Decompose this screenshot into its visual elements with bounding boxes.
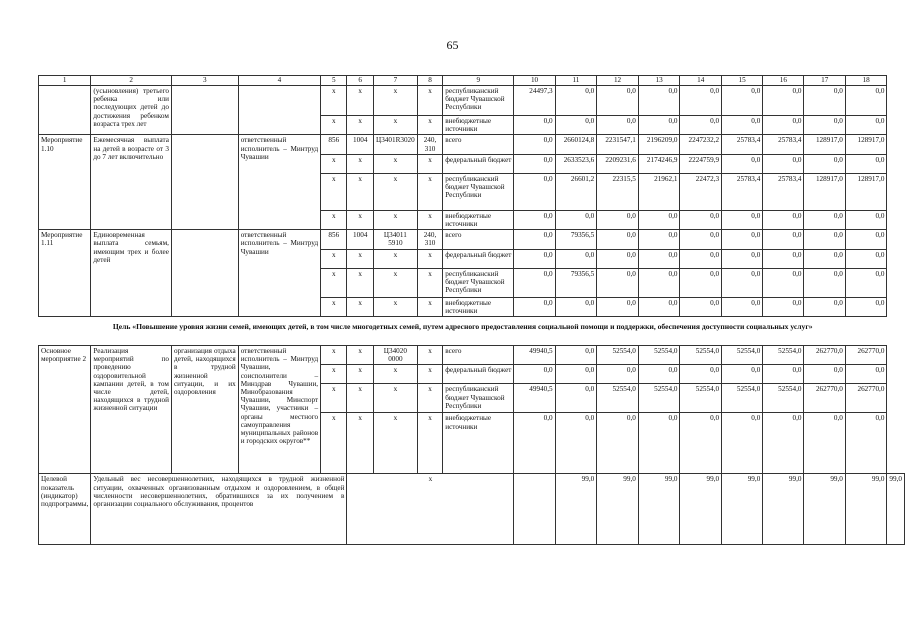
- amount-cell: 0,0: [845, 154, 887, 173]
- page-number: 65: [446, 38, 459, 52]
- amount-cell: 0,0: [763, 86, 804, 116]
- amount-cell: 2247232,2: [680, 135, 722, 154]
- indicator-value: 99,0: [638, 474, 680, 545]
- amount-cell: 262770,0: [845, 384, 887, 413]
- amount-cell: 0,0: [638, 268, 680, 297]
- amount-cell: 0,0: [763, 230, 804, 249]
- amount-cell: 0,0: [555, 346, 597, 365]
- amount-cell: 2660124,8: [555, 135, 597, 154]
- target-article-code: x: [374, 116, 418, 135]
- amount-cell: 262770,0: [804, 346, 845, 365]
- funding-source: всего: [443, 346, 514, 365]
- table-row: [39, 230, 905, 249]
- section-code: x: [347, 365, 374, 384]
- amount-cell: 0,0: [804, 365, 845, 384]
- expense-type-code: x: [417, 210, 443, 229]
- amount-cell: 0,0: [638, 116, 680, 135]
- amount-cell: 0,0: [845, 413, 887, 474]
- goal-row: [39, 317, 905, 346]
- amount-cell: 128917,0: [804, 173, 845, 210]
- target-article-code: Ц34011 5910: [374, 230, 418, 249]
- indicator-value: 99,0: [887, 474, 905, 545]
- funding-source: федеральный бюджет: [443, 365, 514, 384]
- amount-cell: 0,0: [597, 116, 639, 135]
- target-article-code: Ц3401R3020: [374, 135, 418, 154]
- amount-cell: 0,0: [514, 154, 555, 173]
- grbs-code: 856: [321, 135, 347, 154]
- funding-source: внебюджетные источники: [443, 413, 514, 474]
- grbs-code: x: [321, 249, 347, 268]
- target-article-code: x: [374, 413, 418, 474]
- amount-cell: 0,0: [555, 86, 597, 116]
- column-number: 3: [171, 76, 238, 86]
- grbs-code: x: [321, 86, 347, 116]
- amount-cell: 0,0: [555, 365, 597, 384]
- amount-cell: 0,0: [680, 268, 722, 297]
- amount-cell: 0,0: [722, 116, 763, 135]
- amount-cell: 26601,2: [555, 173, 597, 210]
- amount-cell: 24497,3: [514, 86, 555, 116]
- amount-cell: 0,0: [763, 413, 804, 474]
- amount-cell: 52554,0: [763, 384, 804, 413]
- amount-cell: 0,0: [804, 210, 845, 229]
- amount-cell: 2231547,1: [597, 135, 639, 154]
- amount-cell: 0,0: [680, 413, 722, 474]
- amount-cell: 0,0: [763, 365, 804, 384]
- expense-type-code: x: [417, 413, 443, 474]
- amount-cell: 0,0: [722, 154, 763, 173]
- amount-cell: 49940,5: [514, 384, 555, 413]
- expense-type-code: x: [417, 154, 443, 173]
- amount-cell: 0,0: [638, 249, 680, 268]
- amount-cell: 0,0: [845, 210, 887, 229]
- column-number: 9: [443, 76, 514, 86]
- amount-cell: 0,0: [680, 297, 722, 316]
- indicator-value: 99,0: [722, 474, 763, 545]
- goal-heading: Цель «Повышение уровня жизни семей, имеющих детей, в том числе многодетных семей, путем адресного предоставления социальной помощи и поддержки, обеспечения доступности социальных услуг»: [39, 317, 887, 346]
- amount-cell: 0,0: [804, 154, 845, 173]
- amount-cell: 0,0: [638, 413, 680, 474]
- responsible-cell: ответственный исполнитель – Минтруд Чувашии: [238, 230, 320, 317]
- amount-cell: 49940,5: [514, 346, 555, 365]
- expense-type-code: x: [417, 249, 443, 268]
- amount-cell: 0,0: [514, 230, 555, 249]
- amount-cell: 0,0: [514, 268, 555, 297]
- amount-cell: 0,0: [638, 86, 680, 116]
- amount-cell: 0,0: [597, 249, 639, 268]
- amount-cell: 0,0: [804, 297, 845, 316]
- section-code: x: [347, 173, 374, 210]
- funding-source: федеральный бюджет: [443, 154, 514, 173]
- partners-cell: [171, 86, 238, 135]
- amount-cell: 0,0: [555, 297, 597, 316]
- amount-cell: 0,0: [680, 210, 722, 229]
- indicator-label: Целевой показатель (индикатор) подпрограммы,: [39, 474, 91, 545]
- amount-cell: 0,0: [638, 210, 680, 229]
- amount-cell: 128917,0: [845, 173, 887, 210]
- section-code: x: [347, 154, 374, 173]
- amount-cell: 0,0: [845, 268, 887, 297]
- amount-cell: 0,0: [804, 116, 845, 135]
- amount-cell: 0,0: [763, 249, 804, 268]
- column-number: 13: [638, 76, 680, 86]
- amount-cell: 0,0: [763, 297, 804, 316]
- amount-cell: 52554,0: [680, 384, 722, 413]
- indicator-value: 99,0: [680, 474, 722, 545]
- target-article-code: x: [374, 365, 418, 384]
- amount-cell: 2209231,6: [597, 154, 639, 173]
- amount-cell: 0,0: [597, 268, 639, 297]
- amount-cell: 0,0: [722, 210, 763, 229]
- amount-cell: 262770,0: [804, 384, 845, 413]
- measure-label: Мероприятие 1.11: [39, 230, 91, 317]
- expense-type-code: x: [417, 86, 443, 116]
- target-article-code: x: [374, 86, 418, 116]
- amount-cell: 25783,4: [763, 173, 804, 210]
- indicator-row: [39, 474, 905, 545]
- amount-cell: 0,0: [680, 249, 722, 268]
- amount-cell: 0,0: [514, 173, 555, 210]
- indicator-mark: x: [347, 474, 514, 545]
- amount-cell: 0,0: [680, 116, 722, 135]
- amount-cell: 79356,5: [555, 230, 597, 249]
- amount-cell: 0,0: [597, 230, 639, 249]
- amount-cell: 52554,0: [722, 384, 763, 413]
- amount-cell: 0,0: [555, 249, 597, 268]
- funding-source: федеральный бюджет: [443, 249, 514, 268]
- amount-cell: 79356,5: [555, 268, 597, 297]
- column-number: 1: [39, 76, 91, 86]
- grbs-code: x: [321, 173, 347, 210]
- amount-cell: 0,0: [845, 230, 887, 249]
- funding-source: республиканский бюджет Чувашской Республики: [443, 384, 514, 413]
- target-article-code: x: [374, 384, 418, 413]
- partners-cell: [171, 230, 238, 317]
- funding-source: республиканский бюджет Чувашской Республики: [443, 173, 514, 210]
- amount-cell: 52554,0: [680, 346, 722, 365]
- column-number: 5: [321, 76, 347, 86]
- amount-cell: 0,0: [514, 135, 555, 154]
- amount-cell: 0,0: [555, 210, 597, 229]
- target-article-code: Ц34020 0000: [374, 346, 418, 365]
- amount-cell: 0,0: [638, 230, 680, 249]
- table-row: [39, 346, 905, 365]
- amount-cell: 52554,0: [763, 346, 804, 365]
- amount-cell: 52554,0: [638, 346, 680, 365]
- target-article-code: x: [374, 210, 418, 229]
- section-code: 1004: [347, 230, 374, 249]
- measure-name: Единовременная выплата семьям, имеющим трех и более детей: [91, 230, 172, 317]
- indicator-value: 99,0: [763, 474, 804, 545]
- amount-cell: 0,0: [722, 413, 763, 474]
- amount-cell: 0,0: [555, 413, 597, 474]
- amount-cell: 0,0: [763, 116, 804, 135]
- amount-cell: 0,0: [514, 116, 555, 135]
- amount-cell: 2633523,6: [555, 154, 597, 173]
- expense-type-code: 240, 310: [417, 135, 443, 154]
- amount-cell: 0,0: [722, 365, 763, 384]
- column-number: 12: [597, 76, 639, 86]
- grbs-code: x: [321, 268, 347, 297]
- table-row: [39, 86, 905, 116]
- amount-cell: 128917,0: [845, 135, 887, 154]
- amount-cell: 0,0: [597, 413, 639, 474]
- column-number: 16: [763, 76, 804, 86]
- amount-cell: 22472,3: [680, 173, 722, 210]
- amount-cell: 0,0: [680, 86, 722, 116]
- amount-cell: 0,0: [845, 297, 887, 316]
- grbs-code: x: [321, 210, 347, 229]
- amount-cell: 0,0: [555, 384, 597, 413]
- responsible-cell: ответственный исполнитель – Минтруд Чувашии: [238, 135, 320, 230]
- amount-cell: 22315,5: [597, 173, 639, 210]
- indicator-value: 99,0: [555, 474, 597, 545]
- amount-cell: 0,0: [638, 297, 680, 316]
- grbs-code: x: [321, 346, 347, 365]
- funding-source: внебюджетные источники: [443, 297, 514, 316]
- grbs-code: x: [321, 365, 347, 384]
- section-code: x: [347, 116, 374, 135]
- amount-cell: 0,0: [804, 230, 845, 249]
- amount-cell: 0,0: [763, 268, 804, 297]
- indicator-value: 99,0: [804, 474, 845, 545]
- amount-cell: 0,0: [763, 210, 804, 229]
- amount-cell: 52554,0: [638, 384, 680, 413]
- amount-cell: 25783,4: [722, 135, 763, 154]
- expense-type-code: x: [417, 116, 443, 135]
- amount-cell: 0,0: [722, 249, 763, 268]
- target-article-code: x: [374, 249, 418, 268]
- amount-cell: 0,0: [514, 210, 555, 229]
- grbs-code: x: [321, 116, 347, 135]
- amount-cell: 0,0: [722, 297, 763, 316]
- section-code: x: [347, 297, 374, 316]
- amount-cell: 0,0: [597, 210, 639, 229]
- amount-cell: 0,0: [804, 249, 845, 268]
- funding-source: всего: [443, 230, 514, 249]
- section-code: x: [347, 413, 374, 474]
- funding-source: внебюджетные источники: [443, 116, 514, 135]
- expense-type-code: x: [417, 173, 443, 210]
- indicator-empty: [514, 474, 555, 545]
- column-number: 14: [680, 76, 722, 86]
- grbs-code: x: [321, 154, 347, 173]
- amount-cell: 0,0: [638, 365, 680, 384]
- column-number: 17: [804, 76, 845, 86]
- grbs-code: 856: [321, 230, 347, 249]
- indicator-value: 99,0: [597, 474, 639, 545]
- amount-cell: 0,0: [722, 268, 763, 297]
- amount-cell: 52554,0: [722, 346, 763, 365]
- amount-cell: 2196209,0: [638, 135, 680, 154]
- column-number: 11: [555, 76, 597, 86]
- target-article-code: x: [374, 154, 418, 173]
- amount-cell: 0,0: [845, 249, 887, 268]
- measure-label: Основное мероприятие 2: [39, 346, 91, 474]
- amount-cell: 0,0: [555, 116, 597, 135]
- responsible-cell: [238, 86, 320, 135]
- expense-type-code: x: [417, 346, 443, 365]
- amount-cell: 0,0: [514, 249, 555, 268]
- amount-cell: 0,0: [514, 297, 555, 316]
- amount-cell: 0,0: [680, 365, 722, 384]
- measure-name: Реализация мероприятий по проведению оздоровительной кампании детей, в том числе детей, находящихся в трудной жизненной ситуации: [91, 346, 172, 474]
- grbs-code: x: [321, 384, 347, 413]
- section-code: x: [347, 86, 374, 116]
- amount-cell: 52554,0: [597, 346, 639, 365]
- target-article-code: x: [374, 173, 418, 210]
- amount-cell: 0,0: [845, 86, 887, 116]
- indicator-value: 99,0: [845, 474, 887, 545]
- amount-cell: 0,0: [597, 86, 639, 116]
- column-number: 2: [91, 76, 172, 86]
- grbs-code: x: [321, 413, 347, 474]
- column-number: 4: [238, 76, 320, 86]
- expense-type-code: x: [417, 297, 443, 316]
- amount-cell: 25783,4: [763, 135, 804, 154]
- amount-cell: 0,0: [804, 86, 845, 116]
- column-number: 18: [845, 76, 887, 86]
- partners-cell: организация отдыха детей, находящихся в трудной жизненной ситуации, и их оздоровления: [171, 346, 238, 474]
- amount-cell: 262770,0: [845, 346, 887, 365]
- amount-cell: 0,0: [722, 86, 763, 116]
- amount-cell: 21962,1: [638, 173, 680, 210]
- column-number: 10: [514, 76, 555, 86]
- amount-cell: 2174246,9: [638, 154, 680, 173]
- amount-cell: 0,0: [804, 268, 845, 297]
- funding-source: внебюджетные источники: [443, 210, 514, 229]
- funding-source: республиканский бюджет Чувашской Республики: [443, 268, 514, 297]
- amount-cell: 0,0: [597, 365, 639, 384]
- amount-cell: 0,0: [514, 413, 555, 474]
- table-row: [39, 135, 905, 154]
- column-number: 8: [417, 76, 443, 86]
- indicator-text: Удельный вес несовершеннолетних, находящихся в трудной жизненной ситуации, охваченных организованным отдыхом и оздоровлением, в общей численности несовершеннолетних, обратившихся за их получением в организации социального обслуживания, процентов: [91, 474, 347, 545]
- budget-table: [38, 75, 905, 545]
- expense-type-code: x: [417, 365, 443, 384]
- amount-cell: 0,0: [722, 230, 763, 249]
- section-code: x: [347, 210, 374, 229]
- amount-cell: 52554,0: [597, 384, 639, 413]
- measure-name: (усыновления) третьего ребенка или последующих детей до достижения ребенком возраста трех лет: [91, 86, 172, 135]
- target-article-code: x: [374, 297, 418, 316]
- responsible-cell: ответственный исполнитель – Минтруд Чувашии, соисполнители – Минздрав Чувашии, Минобразования Чувашии, Минспорт Чувашии, участники – органы местного самоуправления муниципальных районов и городских округов**: [238, 346, 320, 474]
- section-code: 1004: [347, 135, 374, 154]
- column-number: 6: [347, 76, 374, 86]
- column-number-row: [39, 76, 905, 86]
- amount-cell: 0,0: [845, 116, 887, 135]
- section-code: x: [347, 249, 374, 268]
- funding-source: республиканский бюджет Чувашской Республики: [443, 86, 514, 116]
- amount-cell: 2224759,9: [680, 154, 722, 173]
- funding-source: всего: [443, 135, 514, 154]
- measure-label: Мероприятие 1.10: [39, 135, 91, 230]
- section-code: x: [347, 268, 374, 297]
- amount-cell: 128917,0: [804, 135, 845, 154]
- amount-cell: 0,0: [514, 365, 555, 384]
- amount-cell: 0,0: [597, 297, 639, 316]
- section-code: x: [347, 384, 374, 413]
- partners-cell: [171, 135, 238, 230]
- amount-cell: 0,0: [804, 413, 845, 474]
- expense-type-code: 240, 310: [417, 230, 443, 249]
- measure-label: [39, 86, 91, 135]
- amount-cell: 0,0: [763, 154, 804, 173]
- column-number: 7: [374, 76, 418, 86]
- measure-name: Ежемесячная выплата на детей в возрасте от 3 до 7 лет включительно: [91, 135, 172, 230]
- section-code: x: [347, 346, 374, 365]
- amount-cell: 0,0: [845, 365, 887, 384]
- amount-cell: 25783,4: [722, 173, 763, 210]
- expense-type-code: x: [417, 384, 443, 413]
- amount-cell: 0,0: [680, 230, 722, 249]
- target-article-code: x: [374, 268, 418, 297]
- grbs-code: x: [321, 297, 347, 316]
- column-number: 15: [722, 76, 763, 86]
- expense-type-code: x: [417, 268, 443, 297]
